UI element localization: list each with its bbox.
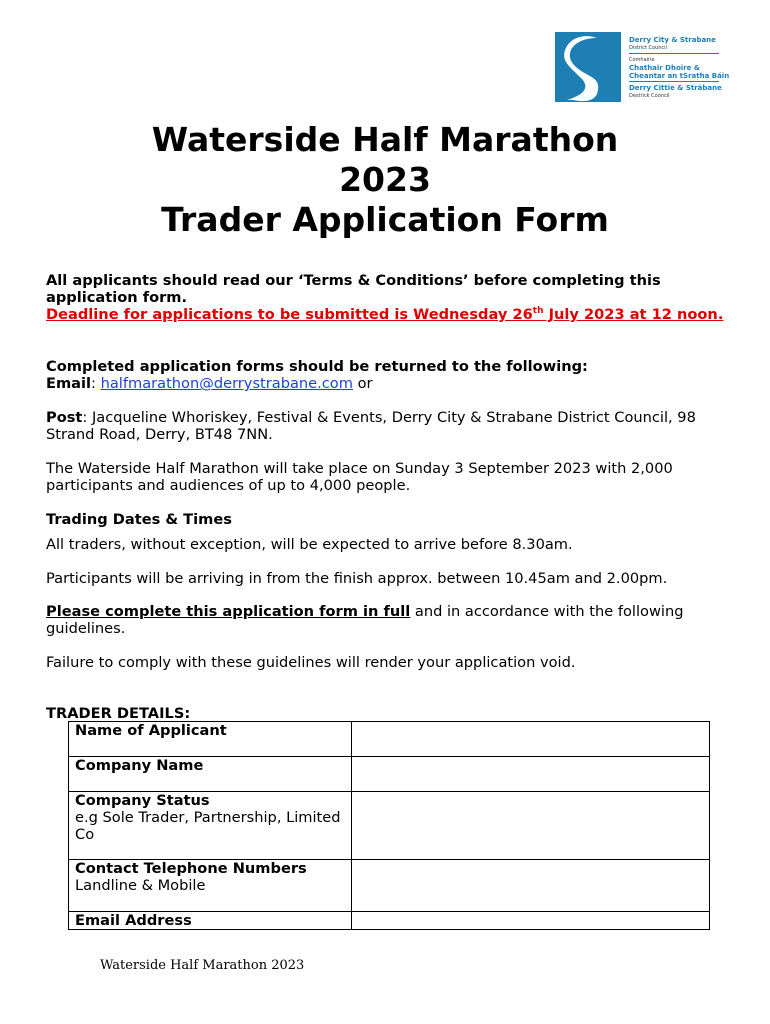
telephone-field[interactable]: [352, 860, 710, 912]
email-separator: :: [91, 375, 101, 392]
guidelines-emphasis: Please complete this application form in full: [46, 603, 411, 620]
title-line-1: Waterside Half Marathon: [151, 120, 619, 159]
logo-divider: [629, 53, 719, 54]
deadline-notice: [46, 306, 736, 323]
logo-sub-ga: Comhairle: [629, 57, 655, 63]
page-footer: Waterside Half Marathon 2023: [100, 958, 305, 973]
company-name-field[interactable]: [352, 757, 710, 792]
applicant-name-field[interactable]: [352, 722, 710, 757]
row-label: Email Address: [75, 912, 192, 929]
row-label: Name of Applicant: [75, 722, 227, 739]
table-row: [69, 792, 710, 860]
email-or: or: [352, 375, 373, 392]
guidelines-void: Failure to comply with these guidelines will render your application void.: [46, 654, 576, 671]
logo-name-ga-1: Chathair Dhoire &: [629, 64, 700, 72]
returns-heading: Completed application forms should be returned to the following:: [46, 358, 588, 375]
table-row: [69, 757, 710, 792]
logo-text: [629, 36, 730, 100]
row-label-cell: [69, 722, 352, 757]
email-link[interactable]: halfmarathon@derrystrabane.com: [100, 375, 353, 392]
row-hint: Landline & Mobile: [75, 877, 206, 894]
row-hint: e.g Sole Trader, Partnership, Limited Co: [75, 809, 341, 843]
post-label: Post: [46, 409, 83, 426]
deadline-sup: th: [532, 306, 544, 317]
email-line: [46, 375, 736, 392]
table-row: [69, 860, 710, 912]
logo-name-ga-2: Cheantar an tSratha Báin: [629, 72, 730, 80]
trading-heading: Trading Dates & Times: [46, 511, 232, 528]
company-status-field[interactable]: [352, 792, 710, 860]
table-row: [69, 912, 710, 930]
logo-sub-us: Destrick Cooncil: [629, 93, 670, 99]
deadline-text-b: July 2023 at 12 noon.: [543, 306, 724, 323]
email-address-field[interactable]: [352, 912, 710, 930]
guidelines-rest: and in accordance with the following guidelines.: [46, 603, 684, 637]
trading-arrive: All traders, without exception, will be expected to arrive before 8.30am.: [46, 536, 573, 553]
table-row: [69, 722, 710, 757]
trading-finish: Participants will be arriving in from the finish approx. between 10.45am and 2.00pm.: [46, 570, 668, 587]
row-label-cell: [69, 757, 352, 792]
post-line: [46, 409, 736, 443]
guidelines-line: [46, 603, 736, 637]
row-label: Contact Telephone Numbers: [75, 860, 307, 877]
trader-details-table: [68, 721, 710, 930]
council-logo: [553, 32, 730, 104]
email-label: Email: [46, 375, 92, 392]
logo-sub-en: District Council: [629, 45, 667, 51]
row-label-cell: [69, 860, 352, 912]
event-info: The Waterside Half Marathon will take place on Sunday 3 September 2023 with 2,000 participants and audiences of up to 4,000 people.: [46, 460, 673, 494]
row-label-cell: [69, 792, 352, 860]
logo-name-en: Derry City & Strabane: [629, 36, 716, 44]
row-label: Company Name: [75, 757, 204, 774]
logo-name-us: Derry Cittie & Stràbane: [629, 84, 722, 92]
deadline-text-a: Deadline for applications to be submitted is Wednesday 26: [46, 306, 533, 323]
title-line-2: 2023: [339, 160, 431, 199]
row-label-cell: [69, 912, 352, 930]
page-title: [40, 120, 730, 240]
council-s-logo-icon: [553, 32, 621, 102]
terms-notice: All applicants should read our ‘Terms & Conditions’ before completing this application form.: [46, 272, 661, 306]
title-line-3: Trader Application Form: [161, 200, 609, 239]
post-address: : Jacqueline Whoriskey, Festival & Events, Derry City & Strabane District Council, 98 Strand Road, Derry, BT48 7NN.: [46, 409, 696, 443]
row-label: Company Status: [75, 792, 210, 809]
logo-divider: [629, 81, 719, 82]
trader-details-heading: TRADER DETAILS:: [46, 705, 191, 722]
